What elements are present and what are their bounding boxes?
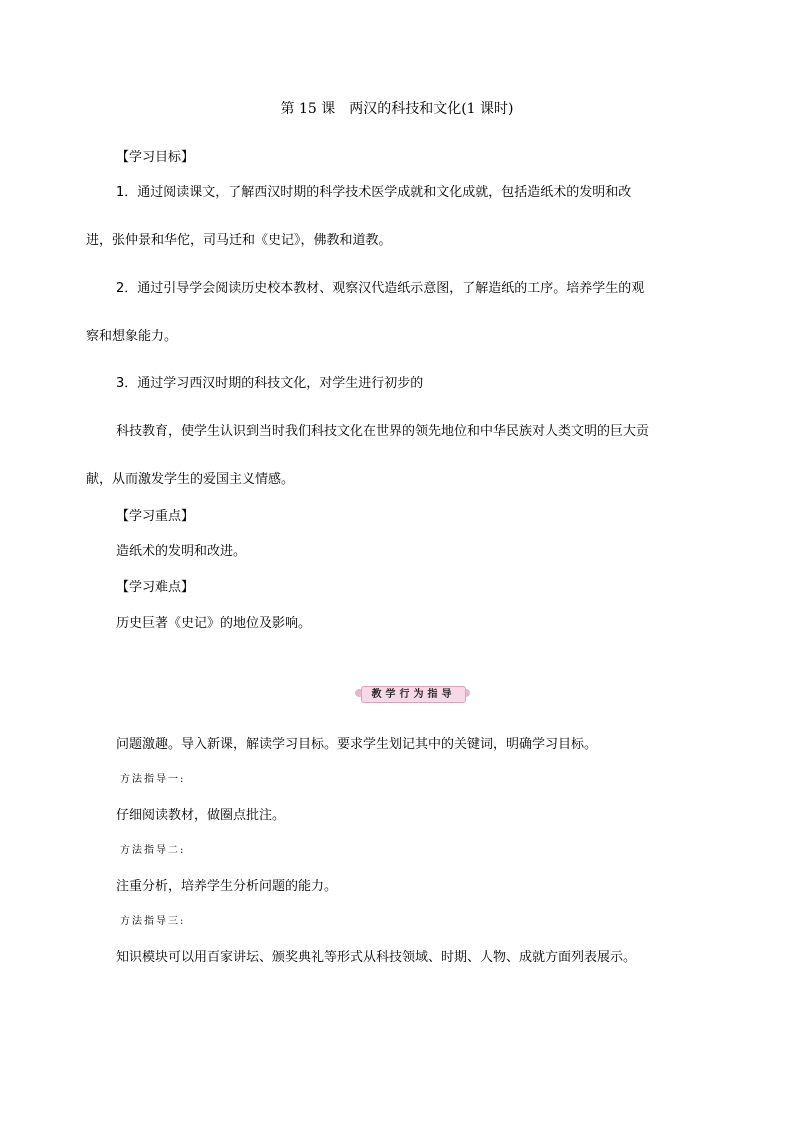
banner-label: 教学行为指导 xyxy=(361,686,466,703)
method-3-text: 知识模块可以用百家讲坛、颁奖典礼等形式从科技领域、时期、人物、成就方面列表展示。 xyxy=(116,950,637,965)
key-point-heading: 【学习重点】 xyxy=(116,509,195,524)
method-1-label: 方法指导一: xyxy=(120,774,186,785)
lesson-title: 第 15 课 两汉的科技和文化(1 课时) xyxy=(280,101,514,117)
objective-3-line-2: 科技教育，使学生认识到当时我们科技文化在世界的领先地位和中华民族对人类文明的巨大贡 xyxy=(116,424,650,439)
objective-1-line-1: 1．通过阅读课文，了解西汉时期的科学技术医学成就和文化成就，包括造纸术的发明和改 xyxy=(116,185,632,200)
objectives-heading: 【学习目标】 xyxy=(116,150,195,165)
objective-2-line-2: 察和想象能力。 xyxy=(86,329,178,344)
difficulty-text: 历史巨著《史记》的地位及影响。 xyxy=(116,616,312,631)
method-1-text: 仔细阅读教材，做圈点批注。 xyxy=(116,808,286,823)
objective-2-line-1: 2．通过引导学会阅读历史校本教材、观察汉代造纸示意图，了解造纸的工序。培养学生的观 xyxy=(116,281,645,296)
objective-3-line-3: 献，从而激发学生的爱国主义情感。 xyxy=(86,472,295,487)
teaching-guidance-banner xyxy=(355,684,470,704)
key-point-text: 造纸术的发明和改进。 xyxy=(116,544,247,559)
method-2-text: 注重分析，培养学生分析问题的能力。 xyxy=(116,879,338,894)
objective-1-line-2: 进，张仲景和华佗，司马迁和《史记》，佛教和道教。 xyxy=(86,233,392,248)
method-2-label: 方法指导二: xyxy=(120,845,186,856)
method-3-label: 方法指导三: xyxy=(120,916,186,927)
guidance-intro: 问题激趣。导入新课，解读学习目标。要求学生划记其中的关键词，明确学习目标。 xyxy=(116,737,598,752)
objective-3-line-1: 3．通过学习西汉时期的科技文化，对学生进行初步的 xyxy=(116,376,424,391)
difficulty-heading: 【学习难点】 xyxy=(116,580,195,595)
